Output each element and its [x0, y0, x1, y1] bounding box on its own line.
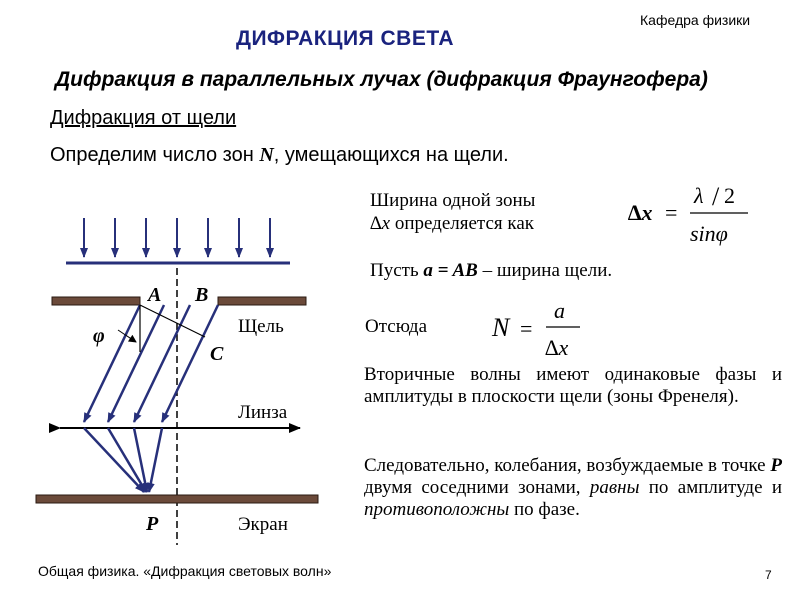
let-prefix: Пусть — [370, 260, 424, 281]
intro-before: Определим число зон — [50, 144, 260, 166]
formula-dx-two: 2 — [724, 183, 735, 208]
label-screen: Экран — [238, 514, 288, 535]
formula-n-numerator: a — [554, 298, 565, 323]
therefore-point-p: P — [770, 455, 782, 476]
slide-subtitle: Дифракция в параллельных лучах (дифракция Фраунгофера) — [55, 68, 708, 91]
section-heading: Дифракция от щели — [50, 107, 237, 129]
zone-width-line1: Ширина одной зоны — [370, 190, 536, 211]
therefore-part3: по амплитуде и — [639, 477, 782, 498]
therefore-equal: равны — [589, 477, 640, 498]
formula-n-lhs: N — [492, 313, 510, 342]
intro-after: , умещающихся на щели. — [273, 144, 509, 166]
incident-rays — [84, 218, 270, 257]
slit-plate-right — [218, 297, 306, 305]
label-lens: Линза — [238, 402, 288, 423]
zone-width-var: ∆x — [370, 213, 391, 234]
diffracted-ray — [108, 305, 164, 422]
label-point-p: P — [146, 513, 159, 535]
converging-ray — [149, 428, 162, 492]
label-angle-phi: φ — [93, 325, 105, 347]
hence-text: Отсюда — [365, 316, 428, 337]
formula-n-denominator: ∆x — [545, 335, 569, 360]
intro-var: N — [259, 144, 274, 166]
slide-title: ДИФРАКЦИЯ СВЕТА — [236, 27, 454, 50]
formula-dx-lhs: ∆x — [628, 200, 653, 225]
therefore-part1: Следовательно, колебания, возбуждаемые в точке — [364, 455, 771, 476]
zone-width-rest: определяется как — [390, 213, 534, 234]
label-point-c: C — [210, 343, 224, 365]
formula-dx-slash: / — [712, 182, 720, 211]
department-label: Кафедра физики — [640, 12, 751, 28]
diffracted-rays — [84, 305, 218, 422]
converging-rays — [84, 428, 162, 492]
therefore-part4: по фазе. — [509, 499, 580, 520]
formula-n-eq: = — [520, 316, 533, 341]
therefore-part2: двумя соседними зонами, — [364, 477, 590, 498]
formula-dx-eq: = — [665, 200, 678, 225]
screen-plate — [36, 495, 318, 503]
let-suffix: – ширина щели. — [477, 260, 613, 281]
label-slit: Щель — [238, 316, 284, 337]
secondary-waves-paragraph: Вторичные волны имеют одинаковые фазы и амплитуды в плоскости щели (зоны Френеля). — [364, 364, 782, 407]
let-formula: a = AB — [423, 260, 478, 281]
slit-plate-left — [52, 297, 140, 305]
formula-zone-width — [628, 182, 748, 246]
therefore-opposite: противоположны — [364, 499, 510, 520]
page-number: 7 — [765, 568, 772, 582]
formula-dx-lambda: λ — [694, 183, 704, 208]
footer-course: Общая физика. «Дифракция световых волн» — [38, 563, 332, 579]
label-point-a: A — [148, 284, 162, 306]
label-point-b: B — [195, 284, 209, 306]
diffracted-ray — [134, 305, 190, 422]
diffracted-ray — [84, 305, 140, 422]
formula-dx-denominator: sinφ — [690, 221, 728, 246]
formula-zone-count — [491, 298, 580, 360]
